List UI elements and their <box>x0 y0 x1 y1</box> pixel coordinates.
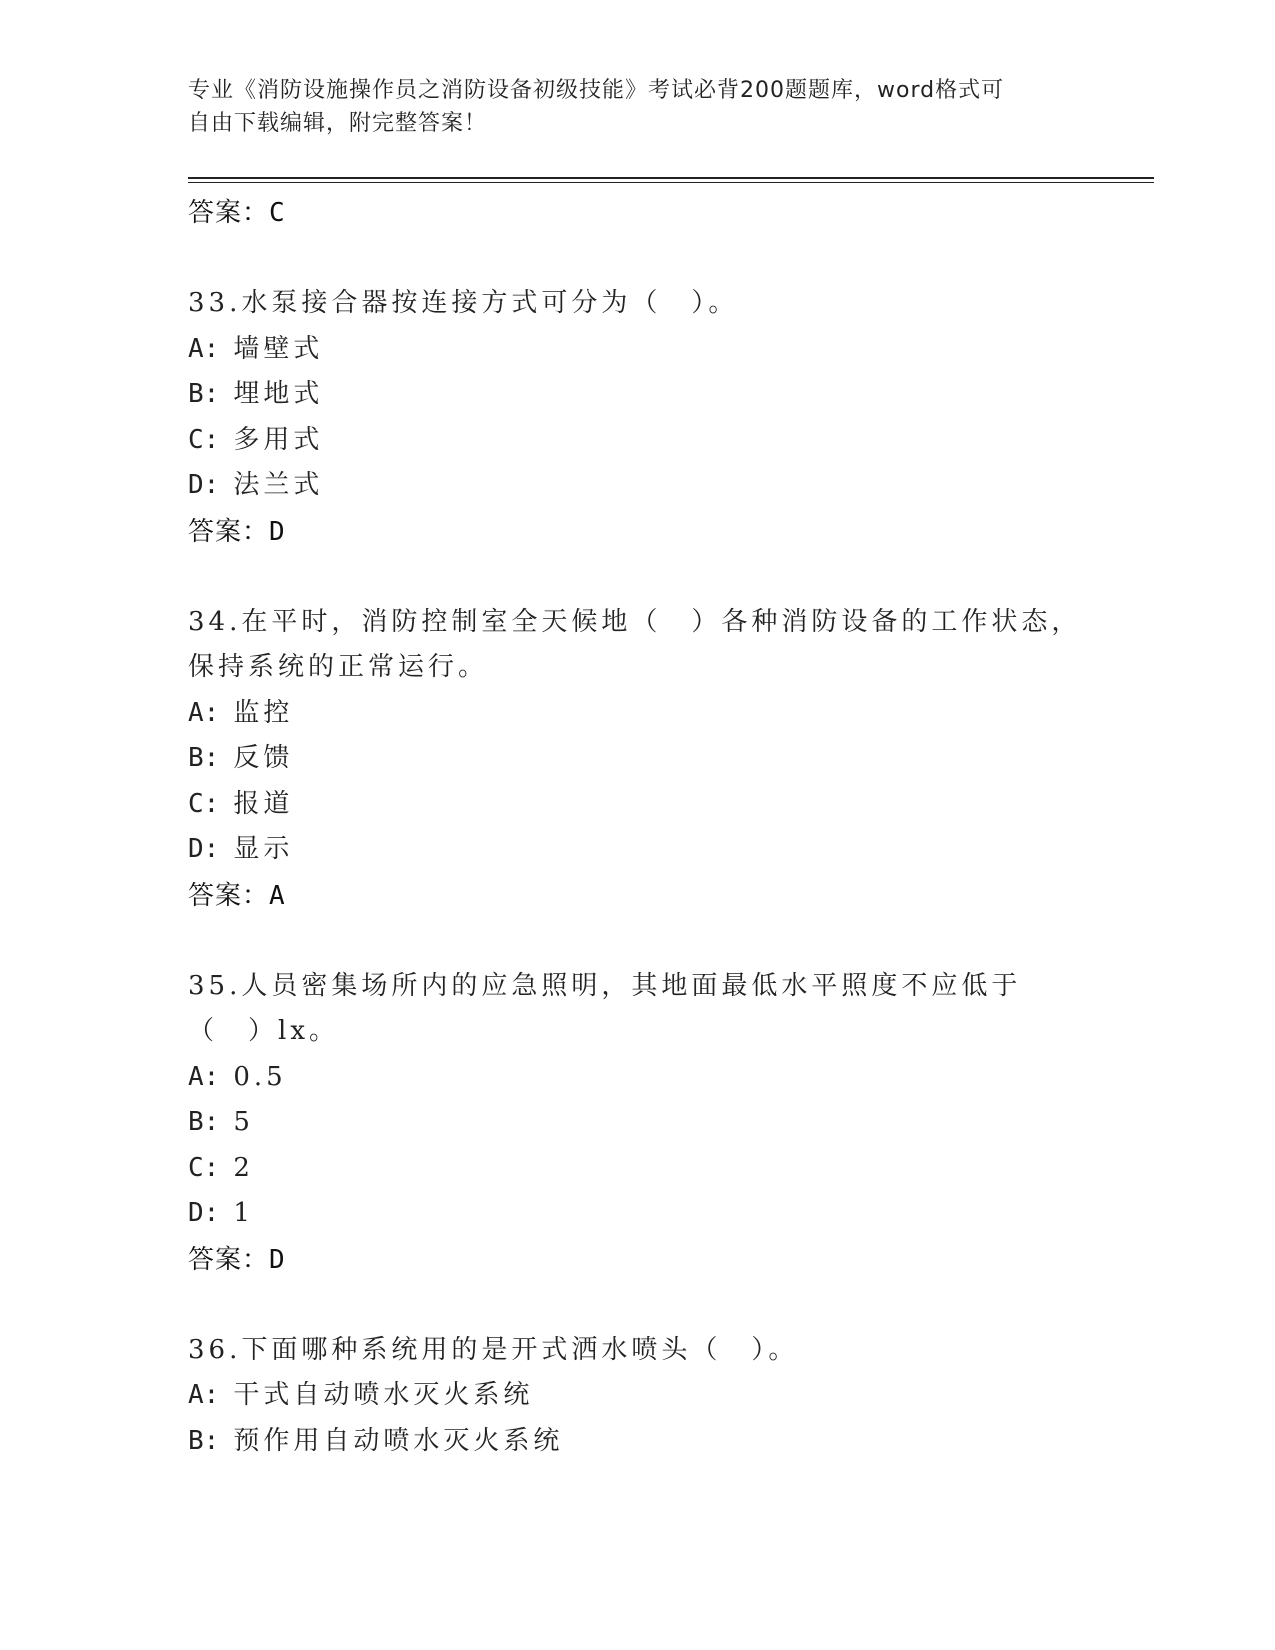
question-list <box>188 190 1088 1464</box>
option-a <box>188 691 1088 737</box>
spacer <box>188 555 1088 600</box>
question-text: 34.在平时，消防控制室全天候地（ ）各种消防设备的工作状态，保持系统的正常运行。 <box>188 606 1082 682</box>
document-header <box>188 74 1068 140</box>
option-d <box>188 827 1088 873</box>
answer-label: 答案： <box>188 880 270 911</box>
option-a <box>188 1373 1088 1419</box>
answer-value: A <box>269 880 286 911</box>
option-text: 2 <box>233 1152 254 1183</box>
option-letter: D: <box>188 470 220 500</box>
option-letter: C: <box>188 424 220 455</box>
option-letter: A: <box>188 697 220 728</box>
option-text: 墙壁式 <box>233 333 324 364</box>
option-letter: D: <box>188 1198 220 1228</box>
option-b <box>188 1419 1088 1465</box>
header-line-1: 专业《消防设施操作员之消防设备初级技能》考试必背200题题库，word格式可 <box>188 78 1005 103</box>
option-text: 1 <box>233 1198 254 1228</box>
option-text: 埋地式 <box>233 379 324 409</box>
answer-label: 答案： <box>188 516 270 547</box>
header-divider-thin <box>188 182 1154 183</box>
option-text: 报道 <box>233 788 294 819</box>
header-divider-thick <box>188 177 1154 179</box>
answer-label: 答案： <box>188 1244 270 1275</box>
answer-value: D <box>269 516 286 547</box>
option-letter: A: <box>188 1380 220 1410</box>
spacer <box>188 919 1088 964</box>
option-text: 5 <box>233 1107 254 1137</box>
question-text: 36.下面哪种系统用的是开式洒水喷头（ ）。 <box>188 1334 799 1365</box>
option-a <box>188 327 1088 373</box>
option-text: 干式自动喷水灭火系统 <box>233 1380 534 1410</box>
option-text: 多用式 <box>233 424 324 455</box>
option-letter: C: <box>188 1152 220 1183</box>
option-text: 显示 <box>233 834 294 864</box>
answer-line <box>188 190 1088 236</box>
option-letter: A: <box>188 1061 220 1092</box>
option-b <box>188 1100 1088 1146</box>
answer-label: 答案： <box>188 198 270 228</box>
option-d <box>188 463 1088 509</box>
option-letter: B: <box>188 379 220 409</box>
option-letter: A: <box>188 333 220 364</box>
answer-line <box>188 873 1088 919</box>
option-letter: B: <box>188 743 220 773</box>
option-text: 法兰式 <box>233 470 324 500</box>
question-text: 35.人员密集场所内的应急照明，其地面最低水平照度不应低于（ ）lx。 <box>188 970 1022 1046</box>
option-b <box>188 372 1088 418</box>
option-b <box>188 736 1088 782</box>
option-a <box>188 1055 1088 1101</box>
spacer <box>188 236 1088 281</box>
answer-value: D <box>269 1244 286 1275</box>
option-d <box>188 1191 1088 1237</box>
option-c <box>188 782 1088 828</box>
answer-line <box>188 1237 1088 1283</box>
option-c <box>188 1146 1088 1192</box>
header-line-2: 自由下载编辑，附完整答案！ <box>188 111 488 136</box>
question-text: 33.水泵接合器按连接方式可分为（ ）。 <box>188 288 739 318</box>
option-text: 监控 <box>233 697 294 728</box>
option-letter: C: <box>188 788 220 819</box>
option-text: 预作用自动喷水灭火系统 <box>233 1425 564 1456</box>
option-letter: B: <box>188 1425 220 1456</box>
answer-value: C <box>269 198 286 228</box>
option-letter: B: <box>188 1107 220 1137</box>
spacer <box>188 1283 1088 1328</box>
answer-line <box>188 509 1088 555</box>
option-text: 0.5 <box>233 1061 287 1092</box>
option-text: 反馈 <box>233 743 294 773</box>
option-c <box>188 418 1088 464</box>
option-letter: D: <box>188 834 220 864</box>
